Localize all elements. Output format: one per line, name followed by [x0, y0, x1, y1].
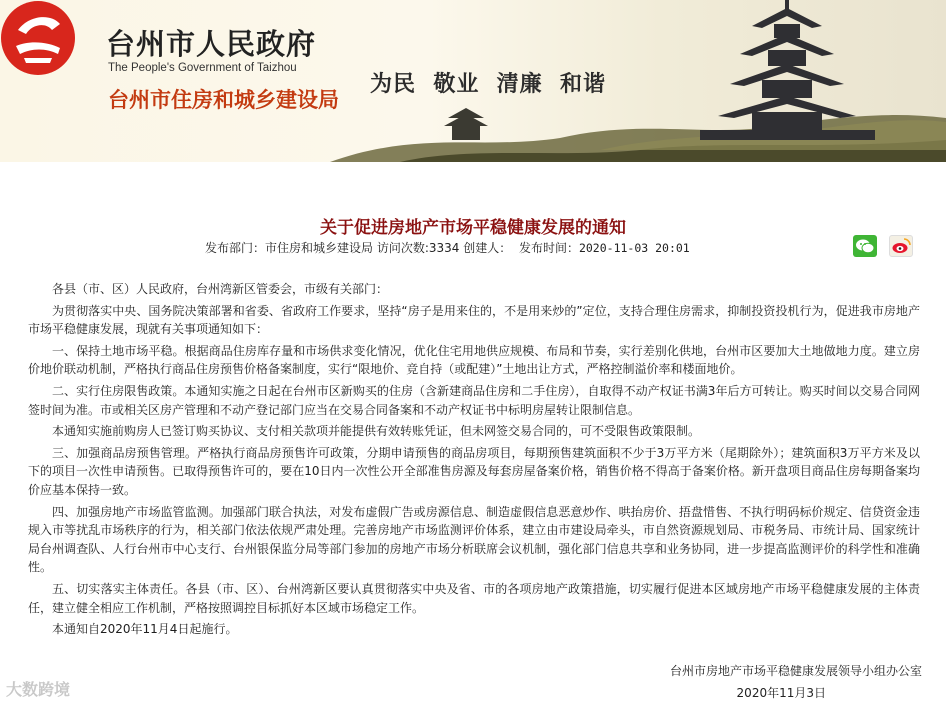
paragraph: 五、切实落实主体责任。各县（市、区）、台州湾新区要认真贯彻落实中央及省、市的各项房地产政策措施，切实履行促进本区域房地产市场平稳健康发展的主体责任，建立健全相应工作机制，严格按照调控目标抓好本区域市场稳定工作。 [28, 581, 920, 615]
dept-label: 发布部门： [205, 241, 266, 255]
salutation: 各县（市、区）人民政府，台州湾新区管委会，市级有关部门： [52, 282, 389, 296]
wechat-icon [853, 235, 877, 257]
signature-org: 台州市房地产市场平稳健康发展领导小组办公室 [669, 664, 922, 678]
creator-label: 创建人： [463, 241, 512, 255]
taizhou-logo [0, 0, 76, 76]
paragraph: 二、实行住房限售政策。本通知实施之日起在台州市区新购买的住房（含新建商品住房和二手住房），自取得不动产权证书满3年后方可转让。购买时间以交易合同网签时间为准。市或相关区房产管理和不动产登记部门应当在交易合同备案和不动产权证书中标明房屋转让限制信息。 [28, 383, 920, 417]
paragraph: 三、加强商品房预售管理。严格执行商品房预售许可政策，分期申请预售的商品房项目，每期预售建筑面积不少于3万平方米（尾期除外）；建筑面积3万平方米及以下的项目一次性申请预售。已取得预售许可的，要在10日内一次性公开全部准售房源及每套房屋备案价格，销售价格不得高于备案价格。新开盘项目商品住房每期备案均价应基本保持一致。 [28, 445, 920, 497]
visits-value: 3334 [428, 241, 460, 255]
article-title: 关于促进房地产市场平稳健康发展的通知 [320, 218, 626, 238]
time-label: 发布时间： [518, 241, 579, 255]
paragraph: 本通知自2020年11月4日起施行。 [52, 622, 238, 637]
paragraph: 四、加强房地产市场监管监测。加强部门联合执法，对发布虚假广告或房源信息、制造虚假信息恶意炒作、哄抬房价、捂盘惜售、不执行明码标价规定、信贷资金违规入市等扰乱市场秩序的行为，相关部门依法依规严肃处理。完善房地产市场监测评价体系，建立由市建设局牵头，市自然资源规划局、市税务局、市统计局、国家统计局台州调查队、人行台州市中心支行、台州银保监分局等部门参加的房地产市场分析联席会议机制，强化部门信息共享和业务协同，进一步提高监测评价的科学性和准确性。 [28, 504, 920, 575]
signature-date: 2020年11月3日 [736, 686, 826, 700]
dept-value: 市住房和城乡建设局 [265, 241, 374, 255]
paragraph: 本通知实施前购房人已签订购买协议、支付相关款项并能提供有效转账凭证，但未网签交易合同的，可不受限售政策限制。 [52, 424, 701, 439]
paragraph: 为贯彻落实中央、国务院决策部署和省委、省政府工作要求，坚持“房子是用来住的，不是用来炒的”定位，支持合理住房需求，抑制投资投机行为，促进我市房地产市场平稳健康发展，现就有关事项通知如下： [28, 303, 920, 337]
weibo-share-button[interactable] [889, 235, 913, 257]
time-value: 2020-11-03 20:01 [578, 241, 690, 255]
slogan: 为民 敬业 清廉 和谐 [370, 72, 606, 97]
gov-title: 台州市人民政府 [106, 27, 317, 61]
wechat-share-button[interactable] [853, 235, 877, 257]
paragraph: 一、保持土地市场平稳。根据商品住房库存量和市场供求变化情况，优化住宅用地供应规模、布局和节奏，实行差别化供地，台州市区要加大土地做地力度。建立房价地价联动机制，严格执行商品住房预售价格备案制度，实行“限地价、竞自持（或配建）”土地出让方式，严格控制溢价率和楼面地价。 [28, 343, 920, 377]
gov-title-en: The People's Government of Taizhou [108, 62, 297, 74]
article-body [28, 280, 920, 642]
bureau-name: 台州市住房和城乡建设局 [108, 88, 339, 112]
watermark-text: 大数跨境 [6, 680, 71, 699]
weibo-icon [890, 236, 912, 256]
visits-label: 访问次数: [376, 241, 429, 255]
pavilion-small [444, 108, 488, 140]
header-banner [0, 0, 946, 162]
watermark [6, 677, 70, 700]
signature-block [670, 660, 922, 704]
article-meta [205, 239, 690, 256]
